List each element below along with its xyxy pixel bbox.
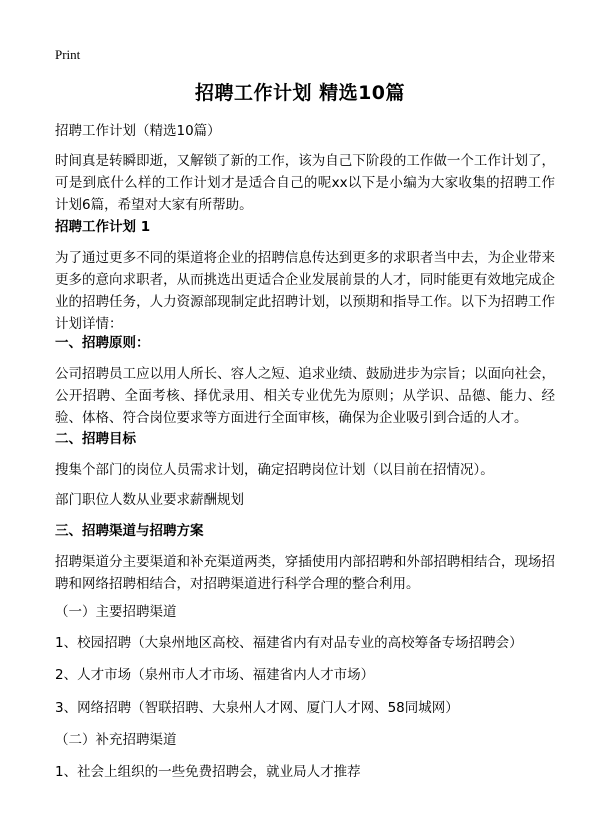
section3-heading: 三、招聘渠道与招聘方案 [55, 523, 204, 539]
main-channel-item: 1、校园招聘（大泉州地区高校、福建省内有对品专业的高校筹备专场招聘会） [55, 635, 523, 651]
intro-paragraph: 时间真是转瞬即逝，又解锁了新的工作，该为自己下阶段的工作做一个工作计划了，可是到底什么样的工作计划才是适合自己的呢xx以下是小编为大家收集的招聘工作计划6篇，希望对大家有所帮助。 [55, 153, 555, 213]
section3-paragraph: 招聘渠道分主要渠道和补充渠道两类，穿插使用内部招聘和外部招聘相结合，现场招聘和网络招聘相结合，对招聘渠道进行科学合理的整合利用。 [55, 554, 555, 592]
section2-paragraph: 搜集个部门的岗位人员需求计划，确定招聘岗位计划（以目前在招情况）。 [55, 462, 494, 478]
supplementary-channel-item: 1、社会上组织的一些免费招聘会，就业局人才推荐 [55, 764, 361, 780]
main-channel-item: 2、人才市场（泉州市人才市场、福建省内人才市场） [55, 667, 375, 683]
supplementary-channels-heading: （二）补充招聘渠道 [55, 732, 177, 748]
plan1-heading: 招聘工作计划 1 [55, 219, 151, 235]
section2-table-header: 部门职位人数从业要求薪酬规划 [55, 492, 244, 508]
section1-paragraph: 公司招聘员工应以用人所长、容人之短、追求业绩、鼓励进步为宗旨；以面向社会，公开招聘、全面考核、择优录用、相关专业优先为原则；从学识、品德、能力、经验、体格、符合岗位要求等方面进行全面审核，确保为企业吸引到合适的人才。 [55, 366, 555, 426]
document-title: 招聘工作计划 精选10篇 [194, 82, 406, 104]
document-subtitle: 招聘工作计划（精选10篇） [55, 123, 221, 139]
section1-heading: 一、招聘原则： [55, 335, 150, 351]
plan1-intro-paragraph: 为了通过更多不同的渠道将企业的招聘信息传达到更多的求职者当中去，为企业带来更多的意向求职者，从而挑选出更适合企业发展前景的人才，同时能更有效地完成企业的招聘任务，人力资源部现制定此招聘计划，以预期和指导工作。以下为招聘工作计划详情： [55, 250, 555, 332]
print-link[interactable]: Print [55, 47, 81, 62]
section2-heading: 二、招聘目标 [55, 431, 136, 447]
main-channel-item: 3、网络招聘（智联招聘、大泉州人才网、厦门人才网、58同城网） [55, 700, 459, 716]
main-channels-heading: （一）主要招聘渠道 [55, 604, 177, 620]
